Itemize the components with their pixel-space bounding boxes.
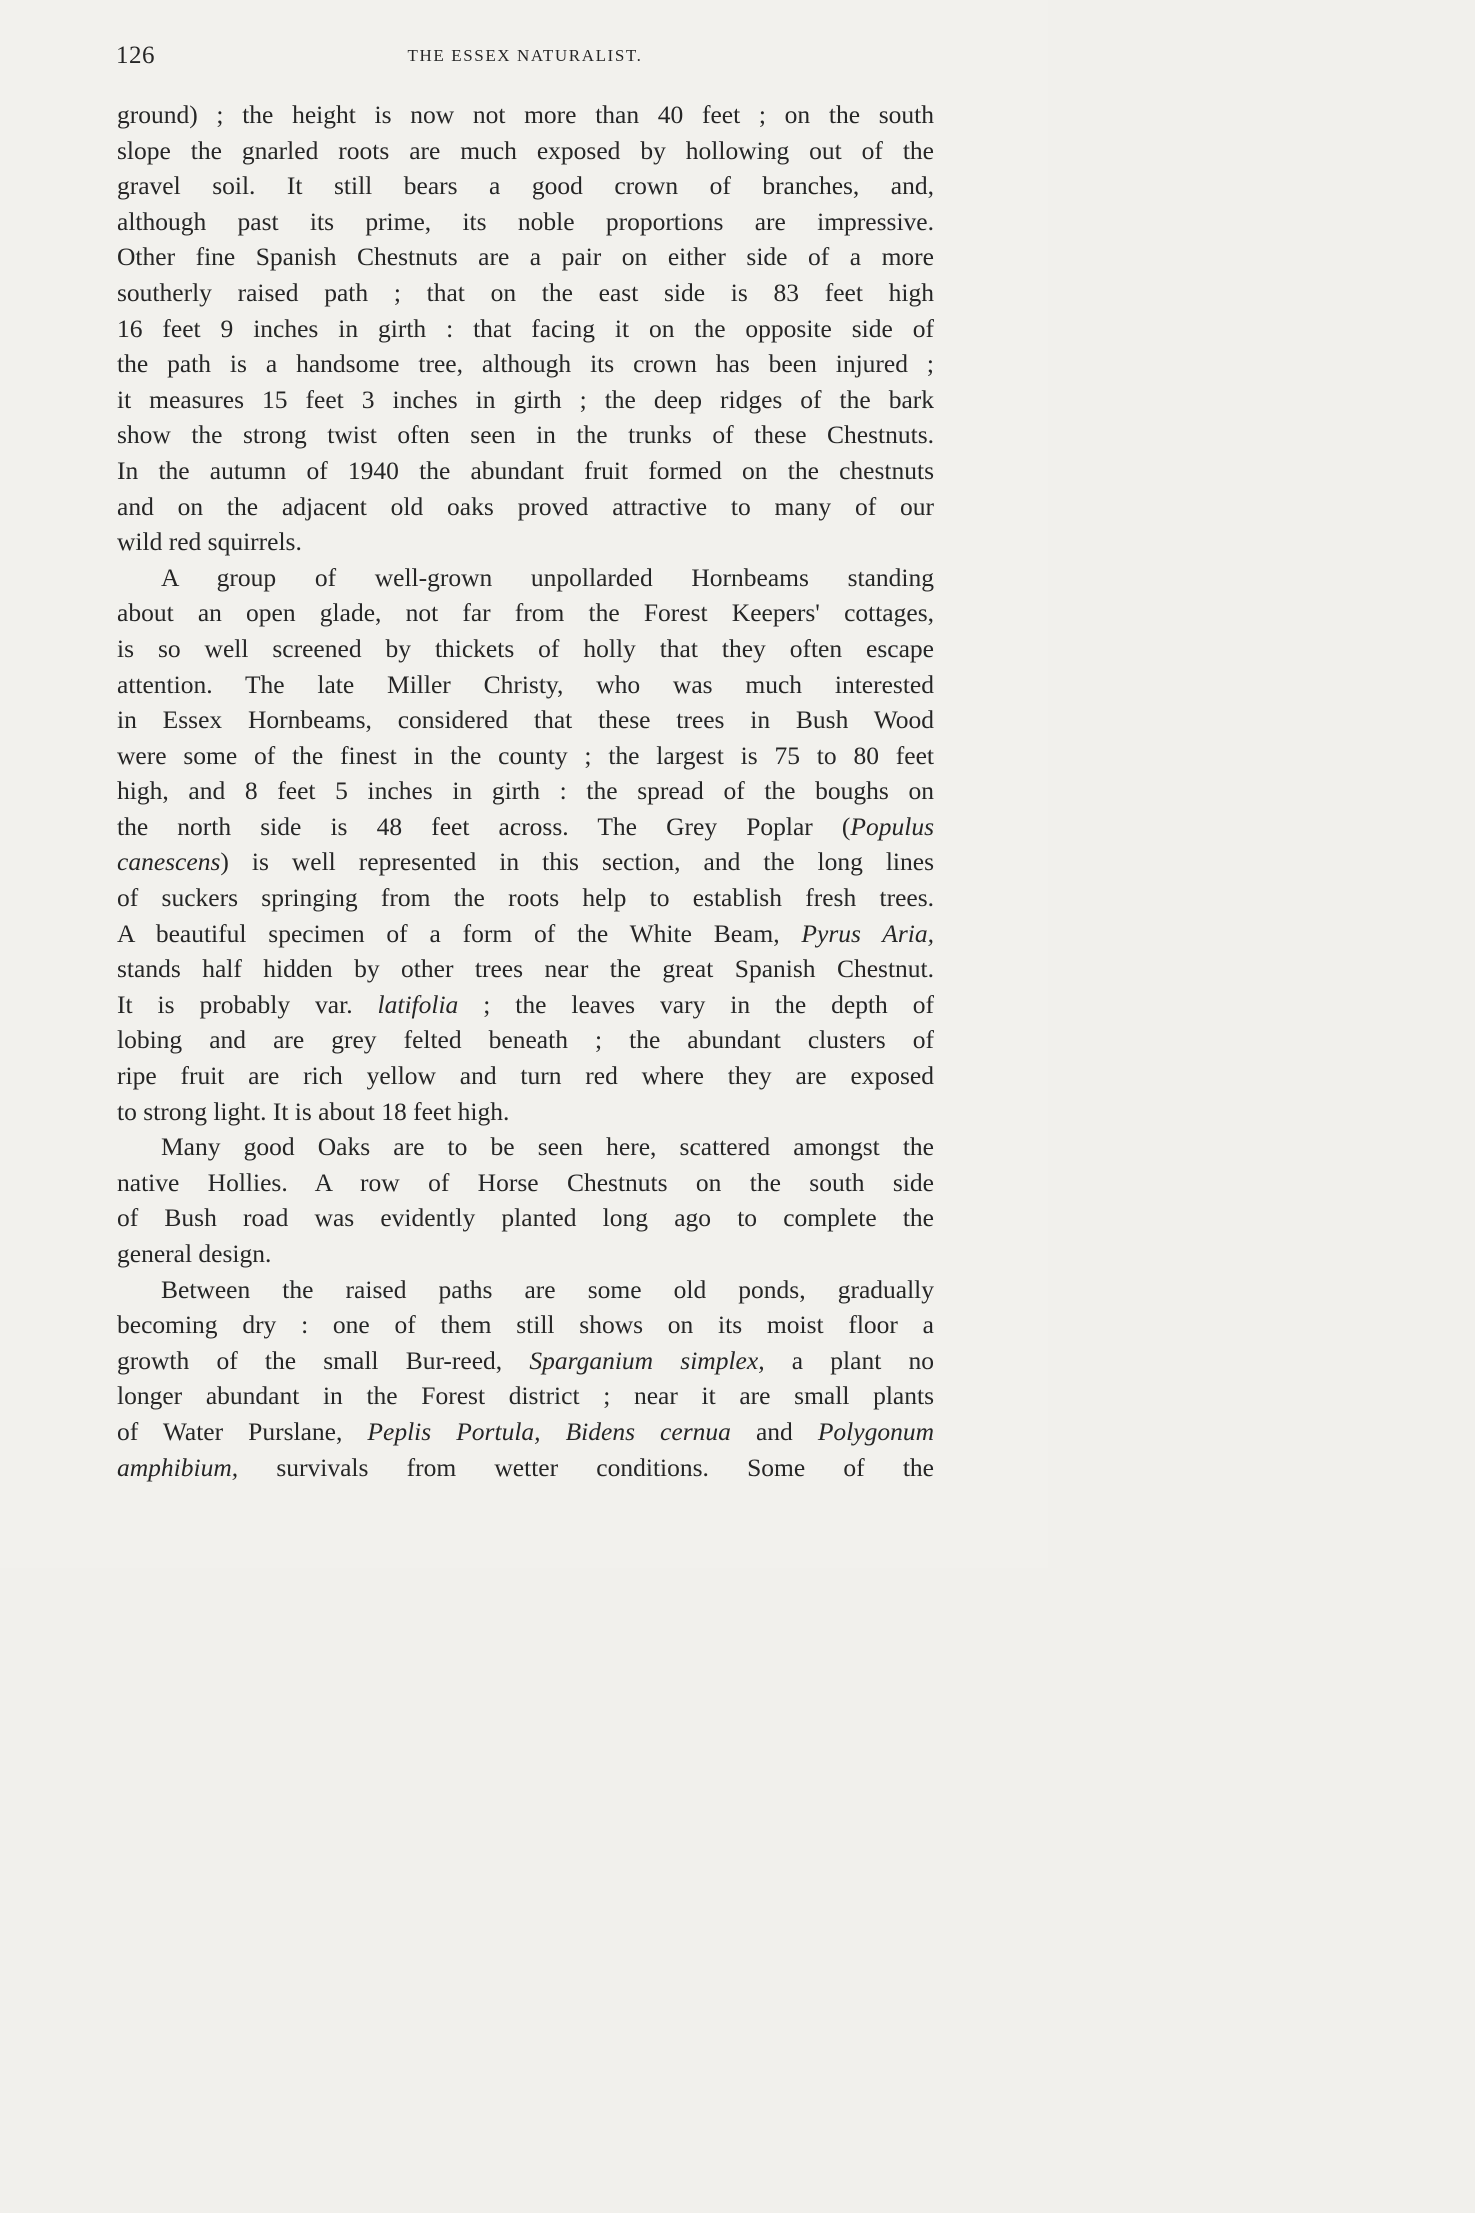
text-line — [117, 1058, 934, 1094]
text-segment: is so well screened by thickets of holly that they often escape — [117, 633, 934, 663]
italic-text: Pyrus Aria, — [801, 918, 934, 948]
text-line — [117, 560, 934, 596]
text-segment: ripe fruit are rich yellow and turn red where they are exposed — [117, 1061, 934, 1091]
text-line — [117, 1272, 934, 1308]
text-line — [117, 453, 934, 489]
text-segment: and on the adjacent old oaks proved attractive to many of our — [117, 491, 934, 521]
text-segment: growth of the small Bur-reed, — [117, 1345, 530, 1375]
text-line — [117, 1414, 934, 1450]
text-line — [117, 1129, 934, 1165]
text-segment: ; the leaves vary in the depth of — [458, 989, 934, 1019]
text-segment: were some of the finest in the county ; the largest is 75 to 80 feet — [117, 740, 934, 770]
text-segment: southerly raised path ; that on the east side is 83 feet high — [117, 277, 934, 307]
text-line — [117, 133, 934, 169]
text-line — [117, 1094, 934, 1130]
text-segment: show the strong twist often seen in the trunks of these Chestnuts. — [117, 420, 934, 450]
italic-text: amphibium, — [117, 1452, 239, 1482]
text-line — [117, 1200, 934, 1236]
text-line — [117, 489, 934, 525]
text-segment: It is probably var. — [117, 989, 378, 1019]
text-segment: attention. The late Miller Christy, who was much interested — [117, 669, 934, 699]
text-segment: although past its prime, its noble proportions are impressive. — [117, 206, 934, 236]
text-segment: becoming dry : one of them still shows on its moist floor a — [117, 1310, 934, 1340]
text-line — [117, 667, 934, 703]
text-line — [117, 916, 934, 952]
text-segment: 16 feet 9 inches in girth : that facing it on the opposite side of — [117, 313, 934, 343]
italic-text: Polygonum — [817, 1416, 934, 1446]
text-segment: of Bush road was evidently planted long ago to complete the — [117, 1203, 934, 1233]
text-segment: In the autumn of 1940 the abundant fruit formed on the chestnuts — [117, 455, 934, 485]
text-segment: the north side is 48 feet across. The Grey Poplar ( — [117, 811, 851, 841]
page-number: 126 — [116, 42, 155, 69]
italic-text: latifolia — [377, 989, 459, 1019]
text-segment: Many good Oaks are to be seen here, scattered amongst the — [161, 1132, 934, 1162]
text-line — [117, 773, 934, 809]
text-segment: of suckers springing from the roots help to establish fresh trees. — [117, 883, 934, 913]
text-line — [117, 275, 934, 311]
journal-title: THE ESSEX NATURALIST. — [407, 46, 643, 65]
text-line — [117, 1307, 934, 1343]
text-segment: high, and 8 feet 5 inches in girth : the spread of the boughs on — [117, 776, 934, 806]
text-line — [117, 1378, 934, 1414]
text-segment: the path is a handsome tree, although its crown has been injured ; — [117, 349, 934, 379]
text-segment: general design. — [117, 1239, 272, 1268]
text-segment: gravel soil. It still bears a good crown of branches, and, — [117, 171, 934, 201]
text-line — [117, 702, 934, 738]
text-segment: Between the raised paths are some old ponds, gradually — [161, 1274, 934, 1304]
text-segment: and — [730, 1416, 818, 1446]
text-segment: of Water Purslane, — [117, 1416, 368, 1446]
text-line — [117, 168, 934, 204]
text-segment: Other fine Spanish Chestnuts are a pair on either side of a more — [117, 242, 934, 272]
text-segment: it measures 15 feet 3 inches in girth ; the deep ridges of the bark — [117, 384, 934, 414]
text-line — [117, 1236, 934, 1272]
text-line — [117, 1343, 934, 1379]
italic-text: Populus — [850, 811, 934, 841]
text-segment: A beautiful specimen of a form of the White Beam, — [117, 918, 802, 948]
italic-text: Sparganium simplex, — [529, 1345, 765, 1375]
body-text — [117, 97, 934, 1485]
text-line — [117, 631, 934, 667]
italic-text: Peplis Portula, Bidens cernua — [367, 1416, 731, 1446]
text-segment: A group of well-grown unpollarded Hornbeams standing — [161, 562, 934, 592]
text-line — [117, 417, 934, 453]
text-segment: lobing and are grey felted beneath ; the abundant clusters of — [117, 1025, 934, 1055]
text-line — [117, 738, 934, 774]
text-segment: survivals from wetter conditions. Some of the — [238, 1452, 934, 1482]
text-line — [117, 951, 934, 987]
text-segment: slope the gnarled roots are much exposed by hollowing out of the — [117, 135, 934, 165]
text-segment: native Hollies. A row of Horse Chestnuts on the south side — [117, 1167, 934, 1197]
text-line — [117, 880, 934, 916]
running-head — [116, 42, 934, 76]
text-line — [117, 987, 934, 1023]
text-line — [117, 524, 934, 560]
text-line — [117, 809, 934, 845]
text-line — [117, 1022, 934, 1058]
text-segment: to strong light. It is about 18 feet high. — [117, 1096, 510, 1126]
text-segment: a plant no — [764, 1345, 934, 1375]
text-segment: ) is well represented in this section, and the long lines — [220, 847, 934, 877]
text-line — [117, 311, 934, 347]
text-line — [117, 204, 934, 240]
text-line — [117, 1450, 934, 1486]
text-segment: wild red squirrels. — [117, 527, 302, 557]
text-line — [117, 97, 934, 133]
text-segment: in Essex Hornbeams, considered that these trees in Bush Wood — [117, 705, 934, 735]
text-line — [117, 382, 934, 418]
text-segment: longer abundant in the Forest district ; near it are small plants — [117, 1381, 934, 1411]
italic-text: canescens — [117, 847, 221, 877]
text-line — [117, 346, 934, 382]
text-segment: about an open glade, not far from the Forest Keepers' cottages, — [117, 598, 934, 628]
text-line — [117, 595, 934, 631]
text-line — [117, 844, 934, 880]
text-segment: ground) ; the height is now not more than 40 feet ; on the south — [117, 100, 934, 129]
text-line — [117, 239, 934, 275]
text-segment: stands half hidden by other trees near the great Spanish Chestnut. — [117, 954, 934, 984]
text-line — [117, 1165, 934, 1201]
